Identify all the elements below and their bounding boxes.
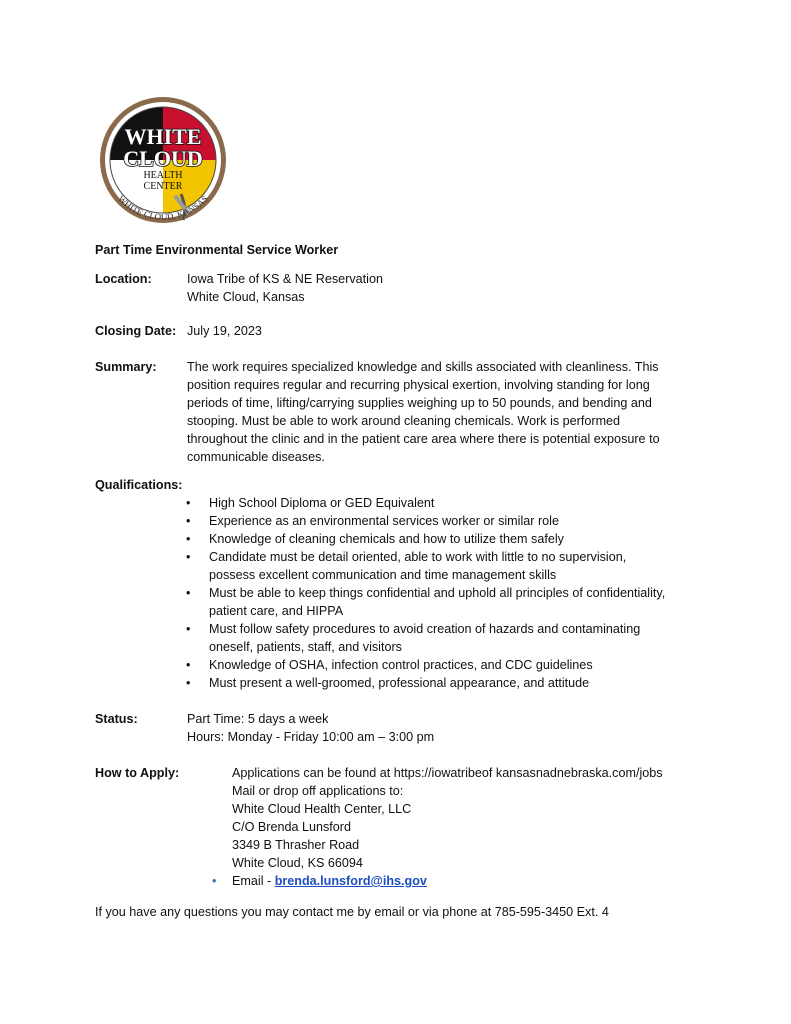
svg-text:WHITE CLOUD, KANSAS: WHITE CLOUD, KANSAS	[116, 193, 210, 222]
apply-line: Applications can be found at https://iowatribeof kansasnadnebraska.com/jobs	[232, 766, 663, 780]
summary-label: Summary:	[95, 360, 157, 374]
summary-line: position requires regular and recurring physical exertion, involving standing for long	[187, 378, 650, 392]
bullet-icon: •	[186, 514, 191, 528]
apply-line: White Cloud, KS 66094	[232, 856, 363, 870]
email-line	[212, 872, 702, 890]
bullet-icon: •	[186, 532, 191, 546]
svg-text:CENTER: CENTER	[143, 181, 183, 192]
bullet-icon: •	[212, 874, 217, 888]
summary-line: periods of time, lifting/carrying supplies weighing up to 50 pounds, and bending and	[187, 396, 652, 410]
list-item: • Knowledge of OSHA, infection control practices, and CDC guidelines	[186, 658, 593, 672]
apply-line: White Cloud Health Center, LLC	[232, 802, 412, 816]
status-line: Part Time: 5 days a week	[187, 712, 329, 726]
list-item: • Experience as an environmental services worker or similar role	[186, 514, 559, 528]
apply-line: Mail or drop off applications to:	[232, 784, 404, 798]
job-title: Part Time Environmental Service Worker	[95, 243, 339, 257]
bullet-icon: •	[186, 496, 191, 510]
qualifications-list	[95, 494, 695, 692]
list-item: • Must present a well-groomed, professional appearance, and attitude	[186, 676, 590, 690]
svg-text:HEALTH: HEALTH	[143, 170, 183, 181]
bullet-icon: •	[186, 622, 191, 636]
list-item: • Must follow safety procedures to avoid creation of hazards and contaminating oneself, patients, staff, and visitors	[186, 622, 641, 654]
svg-text:CLOUD: CLOUD	[123, 146, 203, 171]
summary-line: The work requires specialized knowledge and skills associated with cleanliness. This	[187, 360, 659, 374]
email-prefix: Email -	[232, 874, 275, 888]
closing-date-value: July 19, 2023	[187, 324, 262, 338]
list-item: • High School Diploma or GED Equivalent	[186, 496, 435, 510]
svg-text:WHITE: WHITE	[124, 124, 202, 149]
location-line: White Cloud, Kansas	[187, 290, 305, 304]
contact-footer: If you have any questions you may contact me by email or via phone at 785-595-3450 Ext. 4	[95, 905, 609, 919]
location-line: Iowa Tribe of KS & NE Reservation	[187, 272, 383, 286]
summary-line: communicable diseases.	[187, 450, 325, 464]
apply-line: 3349 B Thrasher Road	[232, 838, 360, 852]
list-item: • Knowledge of cleaning chemicals and how to utilize them safely	[186, 532, 564, 546]
location-label: Location:	[95, 272, 152, 286]
bullet-icon: •	[186, 586, 191, 600]
how-to-apply-label: How to Apply:	[95, 766, 180, 780]
white-cloud-health-center-logo	[93, 94, 233, 234]
closing-date-label: Closing Date:	[95, 324, 177, 338]
qualifications-label: Qualifications:	[95, 478, 183, 492]
bullet-icon: •	[186, 658, 191, 672]
status-line: Hours: Monday - Friday 10:00 am – 3:00 pm	[187, 730, 435, 744]
status-label: Status:	[95, 712, 138, 726]
bullet-icon: •	[186, 550, 191, 564]
list-item: • Candidate must be detail oriented, able to work with little to no supervision, possess excellent communication and time management skills	[186, 550, 627, 582]
summary-line: throughout the clinic and in the patient care area where there is potential exposure to	[187, 432, 660, 446]
apply-line: C/O Brenda Lunsford	[232, 820, 352, 834]
list-item: • Must be able to keep things confidential and uphold all principles of confidentiality, patient care, and HIPPA	[186, 586, 666, 618]
summary-line: stooping. Must be able to work around cleaning chemicals. Work is performed	[187, 414, 621, 428]
bullet-icon: •	[186, 676, 191, 690]
email-link[interactable]: brenda.lunsford@ihs.gov	[274, 874, 427, 888]
